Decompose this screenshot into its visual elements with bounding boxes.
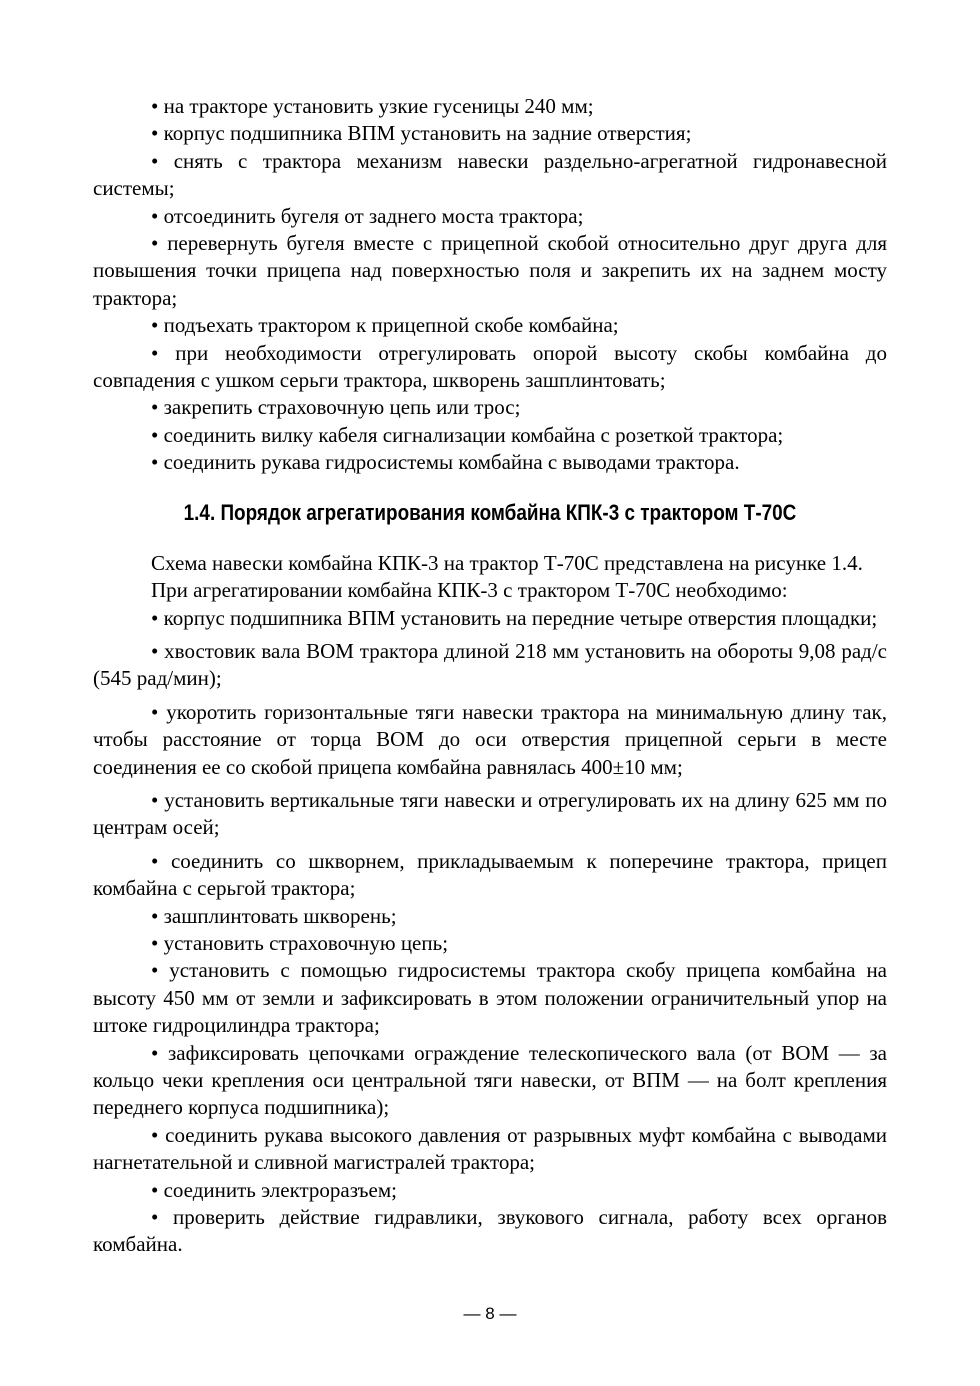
list-item: • соединить со шкворнем, прикладываемым к поперечине трактора, прицеп комбайна с серьгой трактора; xyxy=(93,848,887,903)
list-item: • хвостовик вала ВОМ трактора длиной 218 мм установить на обороты 9,08 рад/с (545 рад/мин); xyxy=(93,638,887,693)
section-heading: 1.4. Порядок агрегатирования комбайна КПК-3 с трактором Т-70С xyxy=(183,499,797,525)
intro-paragraph: При агрегатировании комбайна КПК-3 с трактором Т-70С необходимо: xyxy=(151,578,788,603)
document-page xyxy=(93,93,887,1259)
list-item: • соединить рукава высокого давления от разрывных муфт комбайна с выводами нагнетательной и сливной магистралей трактора; xyxy=(93,1122,887,1177)
list-item: • корпус подшипника ВПМ установить на задние отверстия; xyxy=(93,120,887,147)
list-item: • отсоединить бугеля от заднего моста трактора; xyxy=(93,203,887,230)
list-item: • соединить электроразъем; xyxy=(93,1177,887,1204)
list-item: • установить вертикальные тяги навески и отрегулировать их на длину 625 мм по центрам осей; xyxy=(93,787,887,842)
list-item: • соединить рукава гидросистемы комбайна с выводами трактора. xyxy=(93,449,887,476)
list-item: • укоротить горизонтальные тяги навески трактора на минимальную длину так, чтобы расстояние от торца ВОМ до оси отверстия прицепной серьги в месте соединения ее со скобой прицепа комбайна равнялась 400±10 мм; xyxy=(93,699,887,781)
list-item: • соединить вилку кабеля сигнализации комбайна с розеткой трактора; xyxy=(93,422,887,449)
list-item: • при необходимости отрегулировать опорой высоту скобы комбайна до совпадения с ушком серьги трактора, шкворень зашплинтовать; xyxy=(93,340,887,395)
list-item: • подъехать трактором к прицепной скобе комбайна; xyxy=(93,312,887,339)
list-item: • проверить действие гидравлики, звукового сигнала, работу всех органов комбайна. xyxy=(93,1204,887,1259)
list-item: • установить с помощью гидросистемы трактора скобу прицепа комбайна на высоту 450 мм от земли и зафиксировать в этом положении ограничительный упор на штоке гидроцилиндра трактора; xyxy=(93,957,887,1039)
list-item: • перевернуть бугеля вместе с прицепной скобой относительно друг друга для повышения точки прицепа над поверхностью поля и закрепить их на заднем мосту трактора; xyxy=(93,230,887,312)
list-item: • на тракторе установить узкие гусеницы 240 мм; xyxy=(93,93,887,120)
list-item: • снять с трактора механизм навески раздельно-агрегатной гидронавесной системы; xyxy=(93,148,887,203)
list-item: • зафиксировать цепочками ограждение телескопического вала (от ВОМ — за кольцо чеки крепления оси центральной тяги навески, от ВПМ — на болт крепления переднего корпуса подшипника); xyxy=(93,1040,887,1122)
list-item: • закрепить страховочную цепь или трос; xyxy=(93,394,887,421)
list-item: • зашплинтовать шкворень; xyxy=(93,903,887,930)
intro-paragraph: Схема навески комбайна КПК-3 на трактор Т-70С представлена на рисунке 1.4. xyxy=(151,550,863,575)
list-item: • корпус подшипника ВПМ установить на передние четыре отверстия площадки; xyxy=(93,605,887,632)
list-item: • установить страховочную цепь; xyxy=(93,930,887,957)
page-number: — 8 — xyxy=(463,1304,517,1323)
